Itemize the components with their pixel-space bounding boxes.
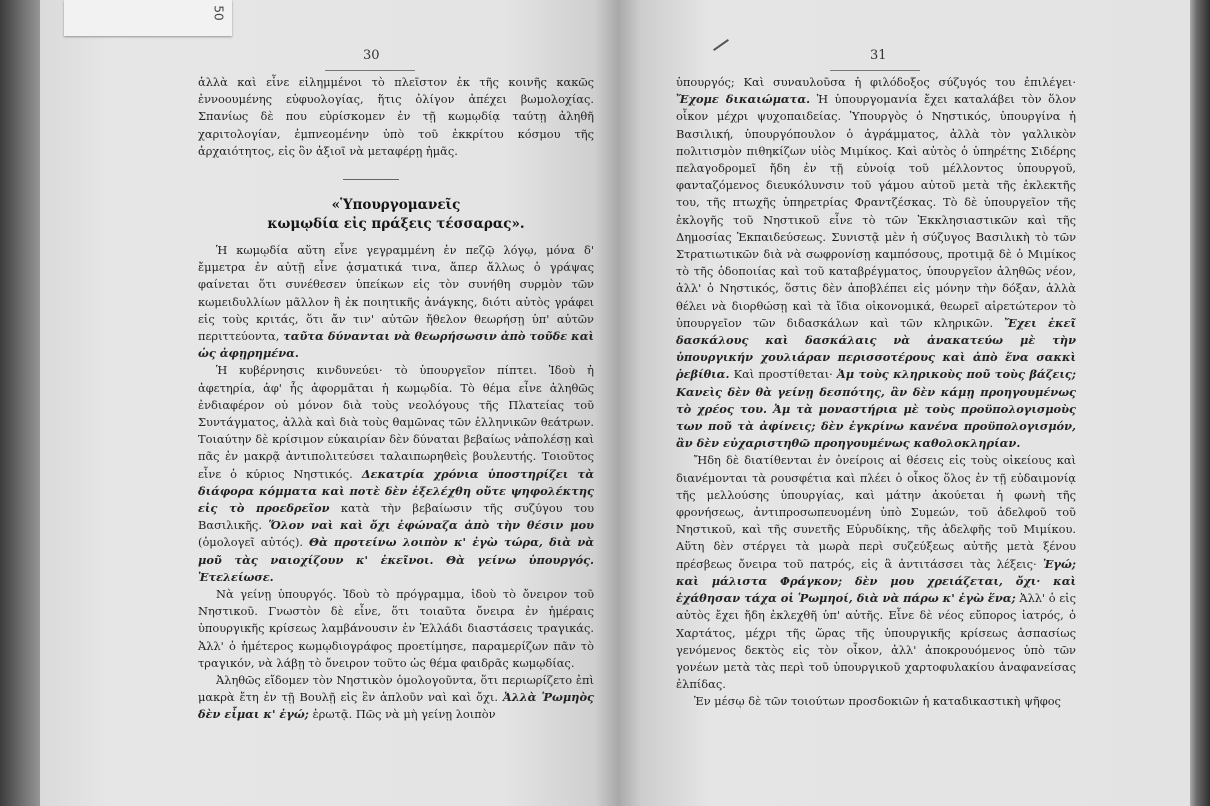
left-para-4-text: Ἀληθῶς εἴδομεν τὸν Νηστικὸν ὁμολογοῦντα, ὅτι περιωρίζετο ἐπὶ μακρὰ ἔτη ἐν τῇ Βουλῇ εἰς ἓν ἁπλοῦν ναὶ καὶ ὄχι. xyxy=(198,673,594,705)
right-para-1-mid: Καὶ προστίθεται· xyxy=(733,367,833,382)
left-para-2-emph: Δεκατρία χρόνια ὑποστηρίζει τὰ διάφορα κόμματα καὶ ποτὲ δὲν ἐξελέχθη οὔτε ψηφολέκτης εἰς τὸ προεδρεῖον xyxy=(198,466,594,516)
left-para-3 xyxy=(198,586,594,672)
left-page xyxy=(40,0,618,806)
intro-text: ἀλλὰ καὶ εἶνε εἰλημμένοι τὸ πλεῖστον ἐκ τῆς κοινῆς κακῶς ἐννοουμένης εὐφυολογίας, ἥτις ὀλίγον ἀπέχει βωμολοχίας. Σπανίως δὲ που εὑρίσκομεν ἐν τῇ κωμῳδίᾳ ταύτῃ ἀληθῆ χαριτολογίαν, ἐμπνεομένην ὑπὸ τοῦ ἐκκρίτου κόσμου τῆς ἀρχαιότητος, εἰς ὃν ἀξιοῖ νὰ μεταφέρῃ ἡμᾶς. xyxy=(198,75,594,158)
right-para-1-text: ὑπουργός; Καὶ συναυλοῦσα ἡ φιλόδοξος σύζυγός του ἐπιλέγει· xyxy=(676,75,1076,89)
tab-label: 50 xyxy=(211,5,226,21)
left-para-4-end: ἐρωτᾷ. Πῶς νὰ μὴ γείνῃ λοιπὸν xyxy=(312,707,496,722)
page-number-rule xyxy=(325,70,415,71)
right-para-2-text: Ἤδη δὲ διατίθενται ἐν ὀνείροις αἱ θέσεις εἰς τοὺς οἰκείους καὶ διανέμονται τὰ ρουσφέτια καὶ πλέει ὁ οἶκος ὅλος ἐν τῇ εὐδαιμονίᾳ τῆς μελλούσης ὑπουργίας, καὶ μάτην ἀκούεται ἡ φωνὴ τῆς φρονήσεως, ἀντιπροσωπευομένη ὑπὸ Συμεών, τοῦ ἀδελφοῦ τοῦ Νηστικοῦ, καὶ τῆς συνετῆς Εὐρυδίκης, τῆς ἀδελφῆς τοῦ Μιμίκου. Αὕτη δὲν στέργει τὰ μωρὰ περὶ συζεύξεως αὐτῆς μετὰ ξένου πρέσβεως ὄνειρα τοῦ πατρός, εἰς ἃ ἀντιτάσσει τὰς λέξεις· xyxy=(676,453,1076,571)
right-para-2 xyxy=(676,452,1076,693)
right-para-3-text: Ἐν μέσῳ δὲ τῶν τοιούτων προσδοκιῶν ἡ καταδικαστικὴ ψῆφος xyxy=(694,694,1061,709)
right-para-1-emph3: Ἀμ τοὺς κληρικοὺς ποῦ τοὺς βάζεις; Κανεὶς δὲν θὰ γείνῃ δεσπότης, ἂν δὲν κάμῃ προηγουμένως τὸ χρέος του. Ἀμ τὰ μοναστήρια μὲ τοὺς προϋπολογισμοὺς των ποῦ τὰ ἀφίνεις; δὲν ἐγκρίνω κανένα προϋπολογισμόν, ἂν δὲν εὐχαριστηθῶ προηγουμένως καθολοκληρίαν. xyxy=(676,367,1077,451)
page-number: 30 xyxy=(363,48,380,63)
left-body xyxy=(198,242,594,724)
left-para-2-emph2: Ὅλον ναὶ καὶ ὄχι ἐφώναζα ἀπὸ τὴν θέσιν μου xyxy=(268,518,595,533)
left-para-4-emph: Ἀλλὰ Ῥωμηὸς δὲν εἶμαι κ' ἐγώ; xyxy=(198,690,594,722)
left-para-4 xyxy=(198,672,594,724)
page-number: 31 xyxy=(870,48,887,63)
left-para-2 xyxy=(198,362,594,586)
right-para-2-emph: Ἐγώ; καὶ μάλιστα Φράγκον; δὲν μου χρειάζεται, ὄχι· καὶ ἐχάθησαν τάχα οἱ Ῥωμηοί, διὰ νὰ πάρω κ' ἐγὼ ἕνα; xyxy=(676,556,1076,606)
left-para-1-emph: ταῦτα δύνανται νὰ θεωρήσωσιν ἀπὸ τοῦδε καὶ ὡς ἀφῃρημένα. xyxy=(198,329,594,361)
left-para-3-text: Νὰ γείνῃ ὑπουργός. Ἰδοὺ τὸ πρόγραμμα, ἰδοὺ τὸ ὄνειρον τοῦ Νηστικοῦ. Γνωστὸν δὲ εἶνε, ὅτι τοιαῦτα ὄνειρα ἐν ἡμέραις ὑπουργικῆς κρίσεως λαμβάνουσιν ἐν Ἑλλάδι διαστάσεις τραγικάς. Ἀλλ' ὁ ἡμέτερος κωμῳδιογράφος προετίμησε, παραμερίζων πᾶν τὸ τραγικόν, νὰ λάβῃ τὸ ὄνειρον τοῦτο ὡς θέμα φαιδρᾶς κωμῳδίας. xyxy=(198,587,594,670)
right-body xyxy=(676,74,1076,711)
right-para-1-rest: Ἡ ὑπουργομανία ἔχει καταλάβει τὸν ὅλον οἶκον μέχρι ψυχοπαιδείας. Ὑπουργὸς ὁ Νηστικός, ὑπουργίνα ἡ Βασιλική, ὑπουργόπουλον ὁ ἀγράμματος, ἀλλὰ τὸν γαλλικὸν πολιτισμὸν πιθηκίζων υἱὸς Μιμίκος. Καὶ αὐτὸς ὁ ὑπηρέτης Σιδέρης πελαγοδρομεῖ ἤδη ἐν τῇ εὐνοίᾳ τοῦ μέλλοντος ὑπουργοῦ, φανταζόμενος διευκόλυνσιν τοῦ γάμου αὐτοῦ μετὰ τῆς ἐκλεκτῆς του, τῆς πτωχῆς ὑπηρετρίας Φραντζέσκας. Τὸ δὲ ὑπουργεῖον τῆς ἐκλογῆς τοῦ Νηστικοῦ εἶνε τὸ τῶν Ἐκκλησιαστικῶν καὶ τῆς Δημοσίας Ἐκπαιδεύσεως. Συνιστᾷ μὲν ἡ σύζυγος Βασιλικὴ τὸ τῶν Στρατιωτικῶν διὰ νὰ σωφρονίσῃ καμπόσους, προτιμᾷ δὲ ὁ Μιμίκος τὸ τῆς ὁδοποιίας καὶ τοῦ καταβρέγματος, ὑπουργεῖον ἀληθῶς νέον, ἀλλ' ὁ Νηστικός, ὅστις δὲν ἀποβλέπει εἰς μόνην τὴν δόξαν, ἀλλὰ θέλει νὰ διορθώσῃ καὶ τὰ ἴδια οἰκονομικά, θεωρεῖ αἱρετώτερον τὸ ὑπουργεῖον τῶν διδασκάλων καὶ τῶν κληρικῶν. xyxy=(676,92,1076,330)
book-edge-right xyxy=(1188,0,1210,806)
play-title-line2: κωμῳδία εἰς πράξεις τέσσαρας». xyxy=(267,216,525,232)
left-para-2-text: Ἡ κυβέρνησις κινδυνεύει· τὸ ὑπουργεῖον πίπτει. Ἰδοὺ ἡ ἀφετηρία, ἀφ' ἧς ἀφορμᾶται ἡ κωμῳδία. Τὸ θέμα εἶνε ἀληθῶς ἐνδιαφέρον οὐ μόνον διὰ τοὺς νεολόγους τῆς Πλατείας τοῦ Συντάγματος, ἀλλὰ καὶ διὰ τοὺς θαμῶνας τῶν ἑλληνικῶν θεάτρων. Τοιαύτην δὲ κρίσιμον εὐκαιρίαν δὲν δύναται βεβαίως νἀπολέσῃ καὶ πᾶς ἐν μακρᾷ ἀντιπολιτεύσει ταλαιπωρηθεὶς βουλευτής. Τοιοῦτος εἶνε ὁ κύριος Νηστικός. xyxy=(198,363,594,481)
right-page xyxy=(618,0,1190,806)
intro-paragraph xyxy=(198,74,594,160)
play-title-line1: «Ὑπουργομανεῖς xyxy=(331,197,461,213)
right-para-1 xyxy=(676,74,1076,452)
right-para-2-rest: Ἀλλ' ὁ εἰς αὐτὸς ἔχει ἤδη ἐκλεχθῆ ὑπ' αὐτῆς. Εἶνε δὲ νέος εὔπορος ἰατρός, ὁ Χαρτάτος, μέχρι τῆς ὥρας τῆς ὑπουργικῆς κρίσεως ἀσπασίως γενόμενος δεκτὸς εἰς τὸν οἶκον, ἀλλ' ἀποκρουόμενος ὑπὸ τῶν γονέων μετὰ τὰς περὶ τοῦ ὑπουργικοῦ χαρτοφυλακίου ἀναφανείσας ἐλπίδας. xyxy=(676,591,1076,692)
book-edge-left xyxy=(0,0,42,806)
left-para-2-emph3: Θὰ προτείνω λοιπὸν κ' ἐγὼ τώρα, διὰ νὰ μοῦ τὰς ναιοχίζουν κ' ἐκεῖνοι. Θὰ γείνω ὑπουργός. Ἐτελείωσε. xyxy=(198,535,595,584)
left-para-2-mid: κατὰ τὴν βεβαίωσιν τῆς συζύγου του Βασιλικῆς. xyxy=(198,501,595,533)
index-tab xyxy=(64,0,232,36)
right-para-1-emph2: Ἔχει ἐκεῖ δασκάλους καὶ δασκάλαις νὰ ἀνακατεύω μὲ τὴν ὑπουργικήν χουλιάραν περισσοτέρους καὶ ἀπὸ ἕνα σακκὶ ῥεβίθια. xyxy=(676,315,1076,382)
left-para-2-mid2: (ὁμολογεῖ αὐτός). xyxy=(198,535,304,550)
section-divider xyxy=(343,179,399,180)
right-para-3 xyxy=(676,693,1076,710)
right-para-1-emph: Ἔχομε δικαιώματα. xyxy=(676,92,811,107)
left-para-1-text: Ἡ κωμῳδία αὕτη εἶνε γεγραμμένη ἐν πεζῷ λόγῳ, μόνα δ' ἔμμετρα ἐν αὐτῇ εἶνε ᾀσματικά τινα, ἅπερ ἄλλως ὁ γράψας φαίνεται ὅτι συνέθεσεν ὑπείκων εἰς τὸν συνήθη συρμὸν τῶν κωμειδυλλίων μᾶλλον ἢ ἐκ ποιητικῆς ἀνάγκης, διότι αὐτὸς γράφει εἰς τοὺς κριτάς, ὅτι ἄν τιν' αὐτῶν ἤθελον θεωρήσῃ ὑπ' αὐτῶν περιττεύοντα, xyxy=(198,243,594,344)
left-para-1 xyxy=(198,242,594,362)
page-number-rule xyxy=(830,70,920,71)
